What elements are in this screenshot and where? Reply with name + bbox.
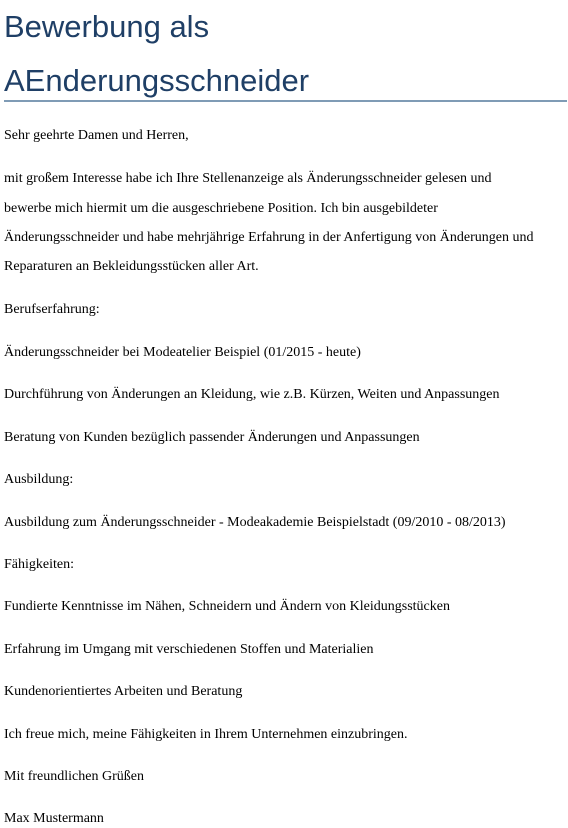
intro-line-3: Änderungsschneider und habe mehrjährige Erfahrung in der Anfertigung von Änderungen und bbox=[4, 230, 534, 245]
closing-greeting: Mit freundlichen Grüßen bbox=[4, 769, 144, 784]
experience-item: Änderungsschneider bei Modeatelier Beispiel (01/2015 - heute) bbox=[4, 345, 361, 360]
education-item: Ausbildung zum Änderungsschneider - Modeakademie Beispielstadt (09/2010 - 08/2013) bbox=[4, 515, 506, 530]
intro-line-2: bewerbe mich hiermit um die ausgeschriebene Position. Ich bin ausgebildeter bbox=[4, 201, 438, 216]
title-line-1: Bewerbung als bbox=[4, 9, 210, 44]
title-line-2: AEnderungsschneider bbox=[4, 63, 310, 98]
closing-sentence: Ich freue mich, meine Fähigkeiten in Ihrem Unternehmen einzubringen. bbox=[4, 727, 408, 742]
education-heading: Ausbildung: bbox=[4, 472, 74, 487]
skills-heading: Fähigkeiten: bbox=[4, 557, 74, 572]
title-divider bbox=[4, 100, 567, 102]
skills-item: Fundierte Kenntnisse im Nähen, Schneidern und Ändern von Kleidungsstücken bbox=[4, 599, 450, 614]
salutation: Sehr geehrte Damen und Herren, bbox=[4, 128, 189, 143]
signature: Max Mustermann bbox=[4, 811, 104, 826]
experience-item: Durchführung von Änderungen an Kleidung, wie z.B. Kürzen, Weiten und Anpassungen bbox=[4, 387, 500, 402]
experience-heading: Berufserfahrung: bbox=[4, 302, 100, 317]
letter-title bbox=[4, 0, 309, 108]
skills-item: Kundenorientiertes Arbeiten und Beratung bbox=[4, 684, 243, 699]
experience-item: Beratung von Kunden bezüglich passender Änderungen und Anpassungen bbox=[4, 430, 420, 445]
skills-item: Erfahrung im Umgang mit verschiedenen Stoffen und Materialien bbox=[4, 642, 374, 657]
intro-line-4: Reparaturen an Bekleidungsstücken aller Art. bbox=[4, 259, 259, 274]
intro-line-1: mit großem Interesse habe ich Ihre Stellenanzeige als Änderungsschneider gelesen und bbox=[4, 171, 492, 186]
